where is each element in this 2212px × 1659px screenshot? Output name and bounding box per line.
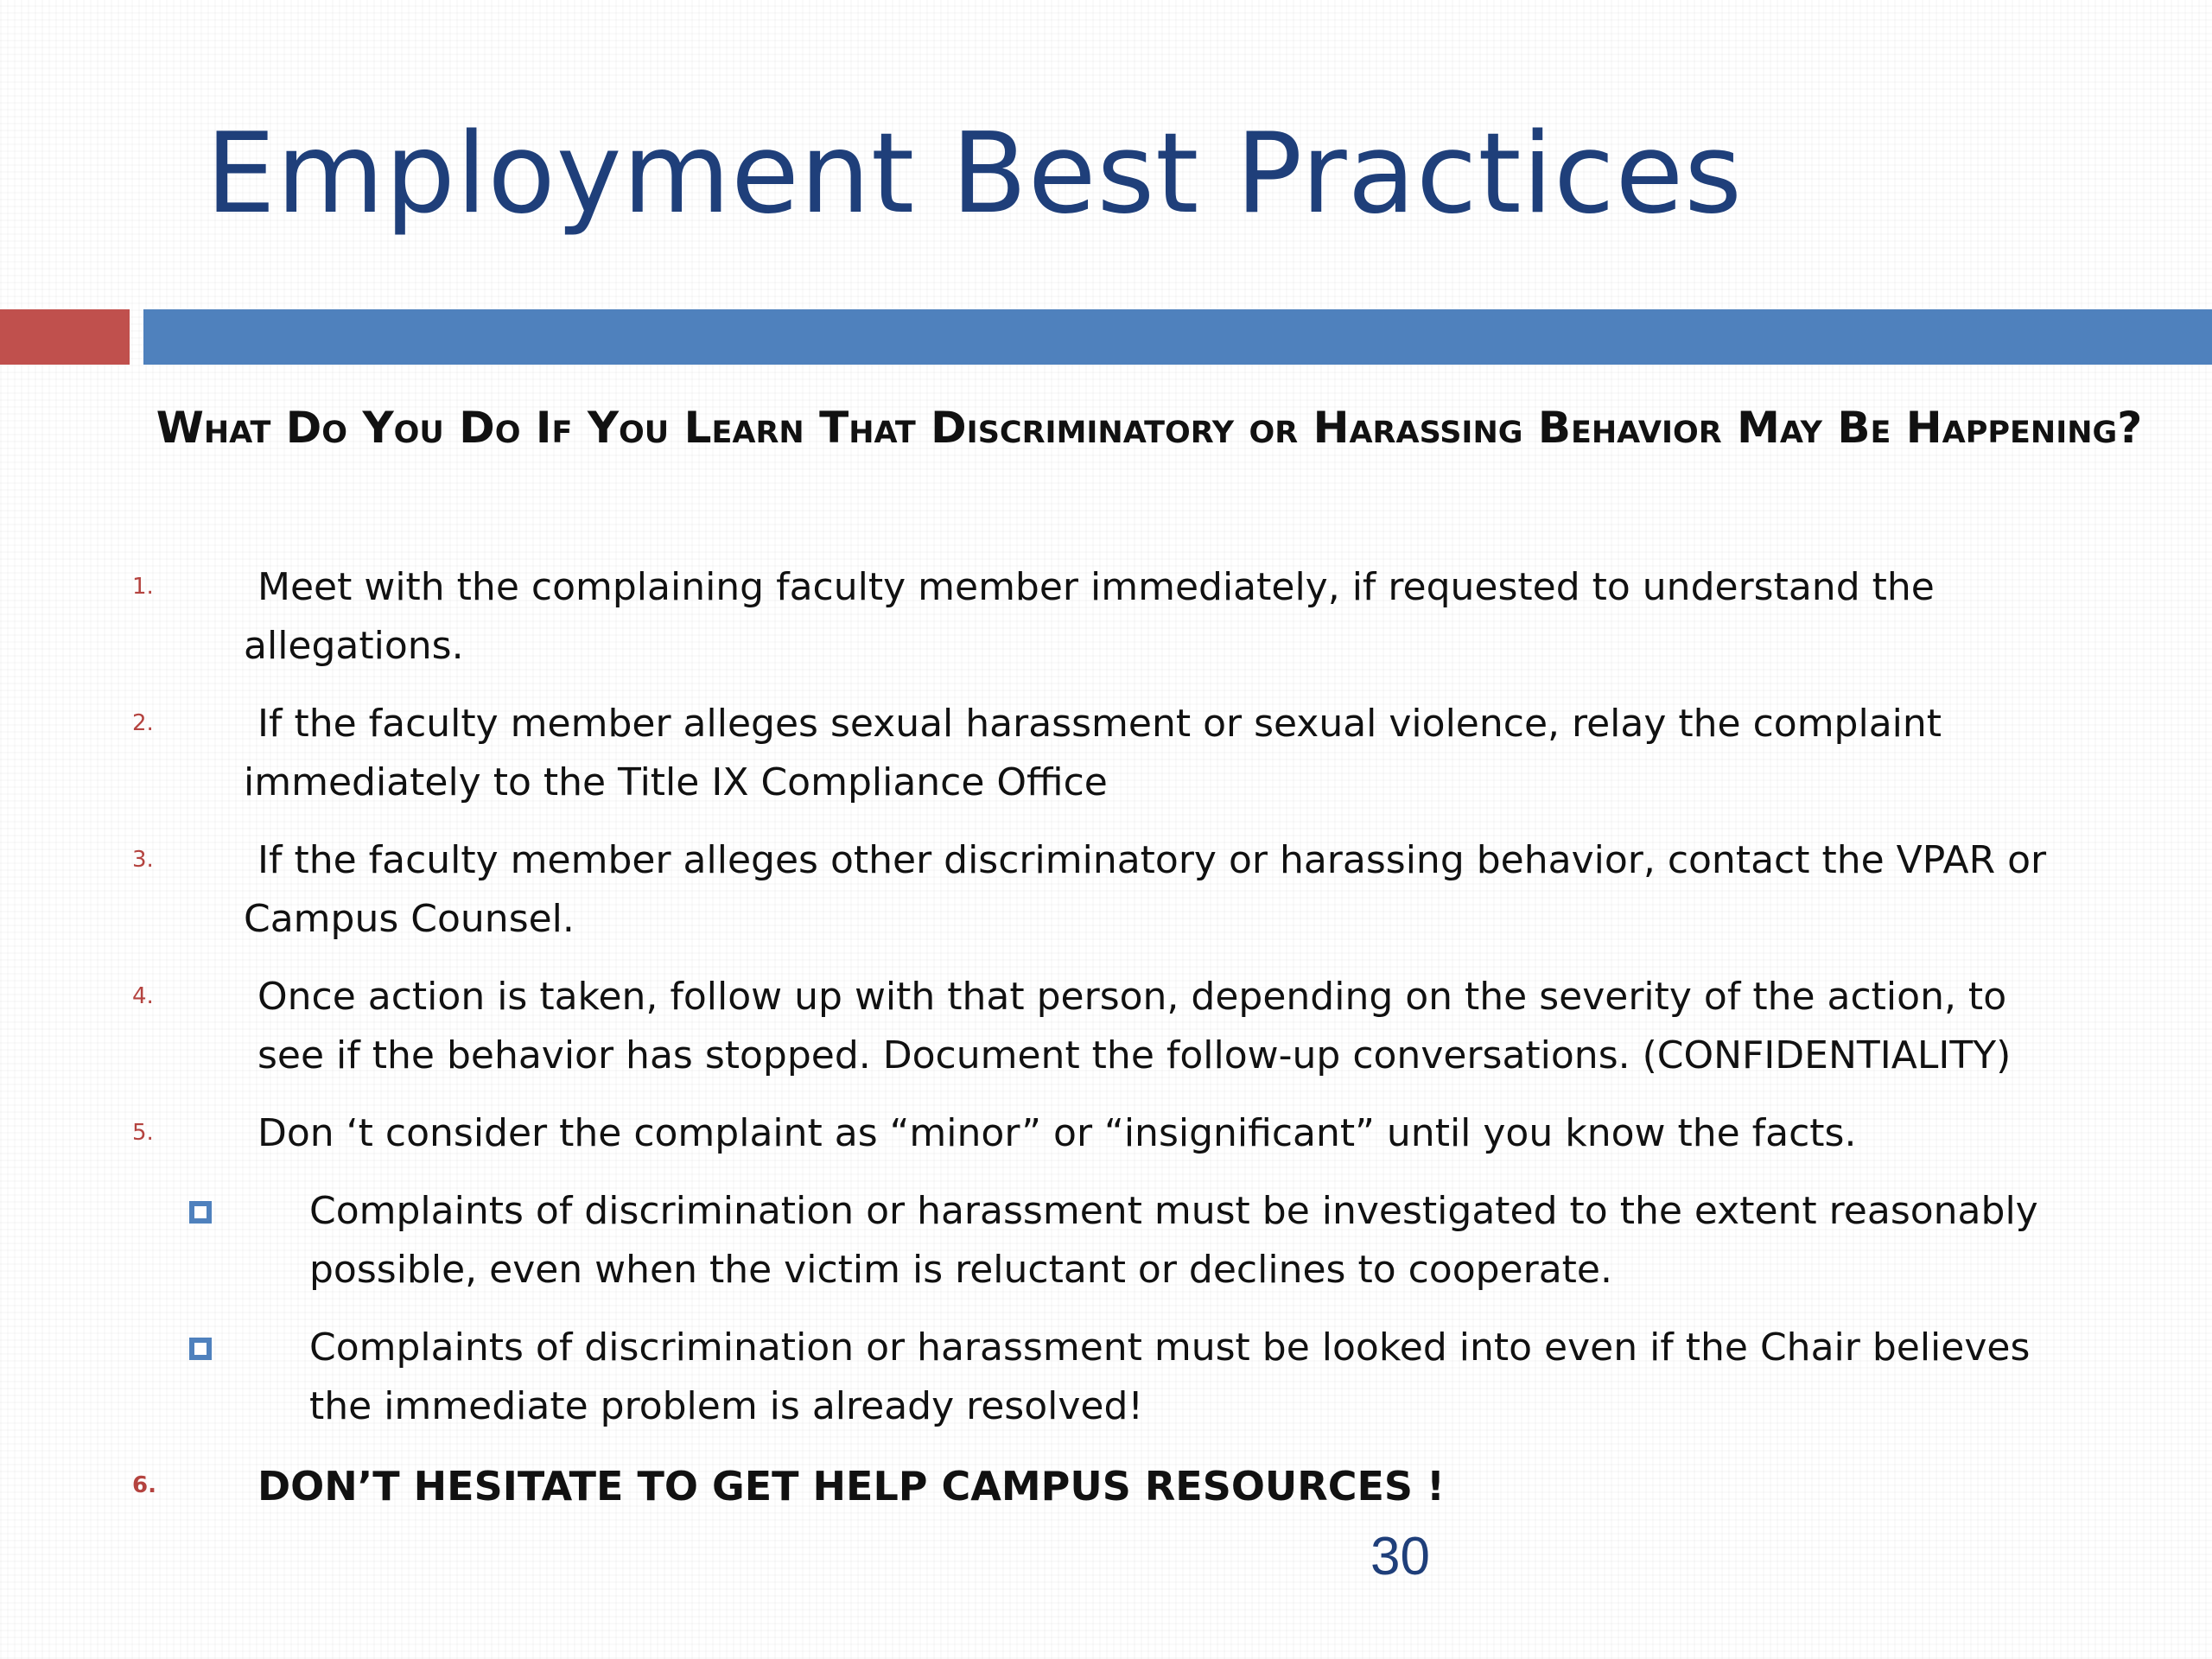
list-number: 6. [132, 1472, 156, 1498]
sub-list-item-text: Complaints of discrimination or harassment must be investigated to the extent reasonably possible, even when the victim is reluctant or declines to cooperate. [309, 1189, 2038, 1292]
list-item-text: If the faculty member alleges sexual harassment or sexual violence, relay the complaint immediately to the Title IX Compliance Office [244, 702, 1942, 804]
slide-subtitle: What Do You Do If You Learn That Discriminatory or Harassing Behavior May Be Happening? [156, 403, 2143, 453]
list-number: 1. [132, 574, 154, 600]
list-item-text: Meet with the complaining faculty member immediately, if requested to understand the allegations. [244, 565, 1935, 668]
list-number: 2. [132, 710, 154, 736]
slide-title: Employment Best Practices [206, 110, 1743, 238]
list-item-text: If the faculty member alleges other discriminatory or harassing behavior, contact the VPAR or Campus Counsel. [244, 838, 2047, 941]
accent-bar-red [0, 309, 130, 365]
list-number: 3. [132, 847, 154, 873]
sub-list-item-text: Complaints of discrimination or harassment must be looked into even if the Chair believes the immediate problem is already resolved! [309, 1325, 2031, 1428]
list-number: 4. [132, 983, 154, 1009]
list-item-text: Once action is taken, follow up with that person, depending on the severity of the action, to see if the behavior has stopped. Document the follow-up conversations. (CONFIDENTIALITY) [257, 975, 2012, 1077]
list-item-text: Don ‘t consider the complaint as “minor” or “insignificant” until you know the facts. [257, 1111, 1857, 1155]
list-item-text: DON’T HESITATE TO GET HELP CAMPUS RESOURCES ! [257, 1463, 1446, 1510]
list-number: 5. [132, 1120, 154, 1146]
page-number: 30 [1370, 1527, 1430, 1586]
hollow-square-bullet-icon [189, 1201, 212, 1224]
accent-bar-blue [143, 309, 2212, 365]
hollow-square-bullet-icon [189, 1338, 212, 1360]
